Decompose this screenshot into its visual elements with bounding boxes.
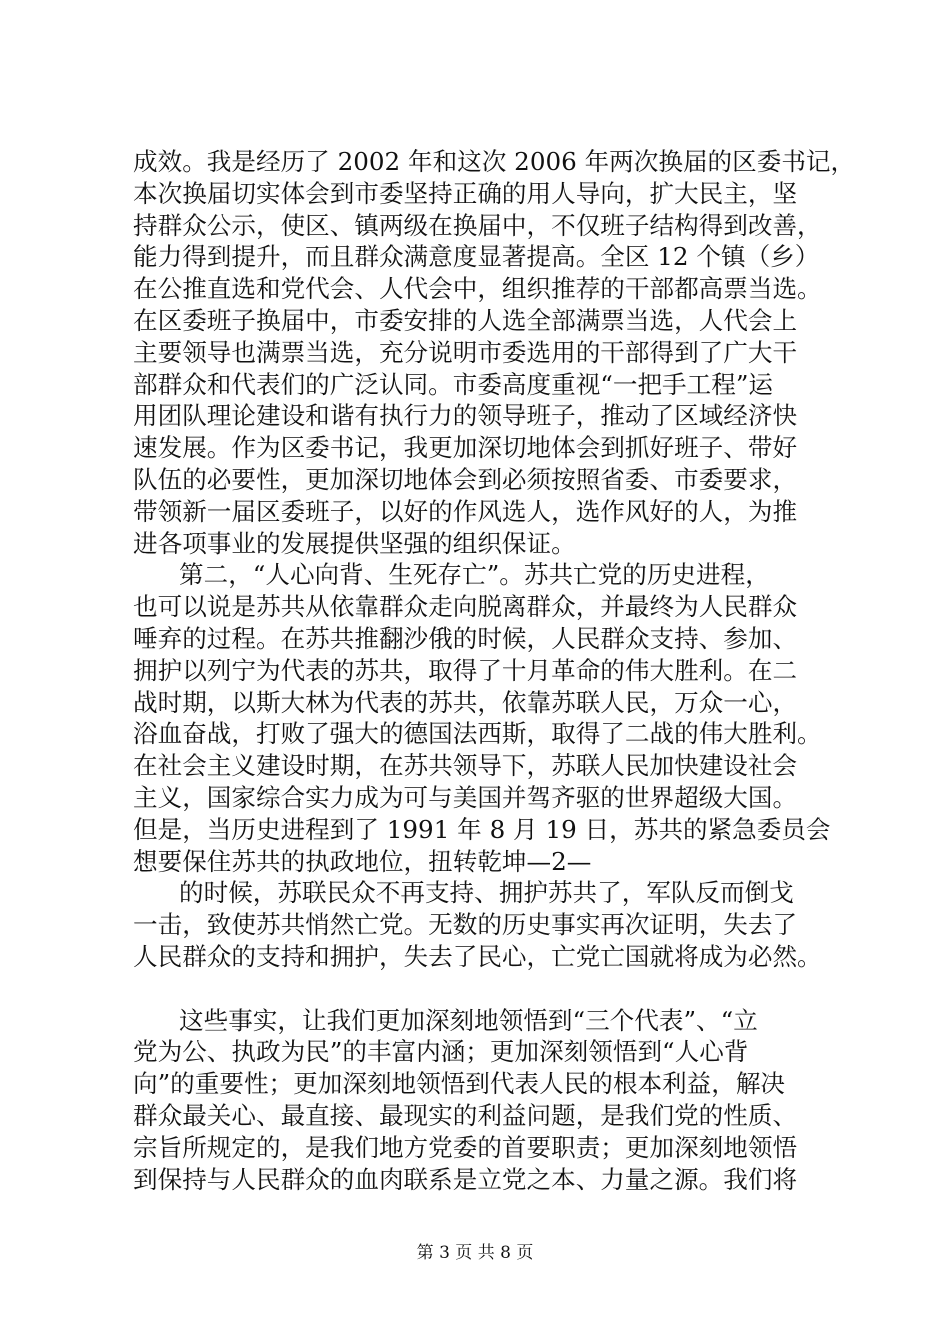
- text-line: 主义，国家综合实力成为可与美国并驾齐驱的世界超级大国。: [133, 782, 798, 812]
- text-line: 宗旨所规定的，是我们地方党委的首要职责；更加深刻地领悟: [133, 1132, 798, 1162]
- text-line: 带领新一届区委班子，以好的作风选人，选作风好的人，为推: [133, 496, 798, 526]
- text-line: 但是，当历史进程到了 1991 年 8 月 19 日，苏共的紧急委员会: [133, 814, 831, 844]
- text-line: 拥护以列宁为代表的苏共，取得了十月革命的伟大胜利。在二: [133, 655, 798, 685]
- text-line: 想要保住苏共的执政地位，扭转乾坤—2—: [133, 846, 592, 876]
- text-line: 能力得到提升，而且群众满意度显著提高。全区 12 个镇（乡）: [133, 242, 820, 272]
- text-line: 部群众和代表们的广泛认同。市委高度重视“一把手工程”运: [133, 369, 773, 399]
- text-line: 本次换届切实体会到市委坚持正确的用人导向，扩大民主，坚: [133, 178, 798, 208]
- text-line: 唾弃的过程。在苏共推翻沙俄的时候，人民群众支持、参加、: [133, 623, 798, 653]
- text-line: 党为公、执政为民”的丰富内涵；更加深刻领悟到“人心背: [133, 1037, 749, 1067]
- text-line: 向”的重要性；更加深刻地领悟到代表人民的根本利益，解决: [133, 1069, 786, 1099]
- text-line: 在公推直选和党代会、人代会中，组织推荐的干部都高票当选。: [133, 274, 822, 304]
- page-footer: 第 3 页 共 8 页: [416, 1243, 534, 1263]
- text-line: 群众最关心、最直接、最现实的利益问题，是我们党的性质、: [133, 1100, 798, 1130]
- text-line: 成效。我是经历了 2002 年和这次 2006 年两次换届的区委书记，: [133, 147, 856, 176]
- text-line: 持群众公示，使区、镇两级在换届中，不仅班子结构得到改善，: [133, 210, 822, 240]
- text-line: 在区委班子换届中，市委安排的人选全部满票当选，人代会上: [133, 305, 798, 335]
- text-line: 这些事实，让我们更加深刻地领悟到“三个代表”、“立: [179, 1005, 758, 1035]
- text-line: 用团队理论建设和谐有执行力的领导班子，推动了区域经济快: [133, 401, 798, 431]
- text-line: 第二，“人心向背、生死存亡”。苏共亡党的历史进程，: [179, 560, 770, 590]
- text-line: 在社会主义建设时期，在苏共领导下，苏联人民加快建设社会: [133, 751, 798, 781]
- text-line: 战时期，以斯大林为代表的苏共，依靠苏联人民，万众一心，: [133, 687, 798, 717]
- text-line: 进各项事业的发展提供坚强的组织保证。: [133, 528, 576, 558]
- text-line: 队伍的必要性，更加深切地体会到必须按照省委、市委要求，: [133, 464, 798, 494]
- text-line: 到保持与人民群众的血肉联系是立党之本、力量之源。我们将: [133, 1164, 798, 1194]
- text-line: 浴血奋战，打败了强大的德国法西斯，取得了二战的伟大胜利。: [133, 719, 822, 749]
- text-line: 也可以说是苏共从依靠群众走向脱离群众，并最终为人民群众: [133, 592, 798, 622]
- body-text: [133, 146, 873, 1195]
- text-line: 速发展。作为区委书记，我更加深切地体会到抓好班子、带好: [133, 433, 798, 463]
- text-line: 人民群众的支持和拥护，失去了民心，亡党亡国就将成为必然。: [133, 941, 822, 971]
- text-line: 的时候，苏联民众不再支持、拥护苏共了，军队反而倒戈: [179, 878, 794, 908]
- text-line: 一击，致使苏共悄然亡党。无数的历史事实再次证明，失去了: [133, 910, 798, 940]
- text-line: [133, 973, 873, 1005]
- text-line: 主要领导也满票当选，充分说明市委选用的干部得到了广大干: [133, 337, 798, 367]
